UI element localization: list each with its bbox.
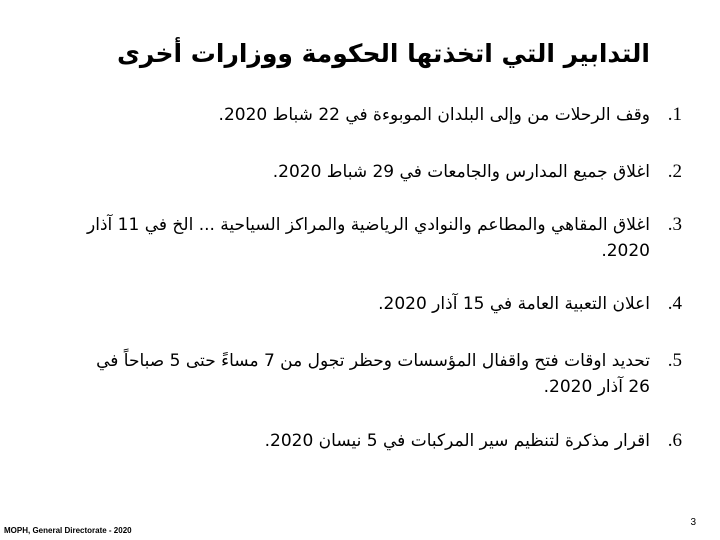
item-text: وقف الرحلات من وإلى البلدان الموبوءة في 22 شباط 2020. <box>218 105 650 125</box>
item-text: اغلاق المقاهي والمطاعم والنوادي الرياضية والمراكز السياحية ... الخ في 11 آذار 2020. <box>87 215 650 261</box>
measures-list <box>70 102 682 454</box>
list-item <box>70 102 682 128</box>
list-item <box>70 291 682 317</box>
item-number: 6. <box>667 430 682 451</box>
item-text: اغلاق جميع المدارس والجامعات في 29 شباط 2020. <box>272 162 650 182</box>
list-item <box>70 428 682 454</box>
slide-title: التدابير التي اتخذتها الحكومة ووزارات أخرى <box>117 39 650 68</box>
item-number: 4. <box>667 293 682 314</box>
item-text: اعلان التعبية العامة في 15 آذار 2020. <box>378 294 650 314</box>
footer-text: MOPH, General Directorate - 2020 <box>4 526 132 535</box>
page-number: 3 <box>690 517 696 528</box>
item-text: اقرار مذكرة لتنظيم سير المركبات في 5 نيسان 2020. <box>264 431 650 451</box>
list-item <box>70 348 682 400</box>
item-number: 1. <box>667 104 682 125</box>
item-text: تحديد اوقات فتح واقفال المؤسسات وحظر تجول من 7 مساءً حتى 5 صباحاً في 26 آذار 2020. <box>96 351 650 397</box>
list-item <box>70 212 682 264</box>
item-number: 2. <box>667 161 682 182</box>
list-item <box>70 159 682 185</box>
item-number: 5. <box>667 350 682 371</box>
item-number: 3. <box>667 214 682 235</box>
